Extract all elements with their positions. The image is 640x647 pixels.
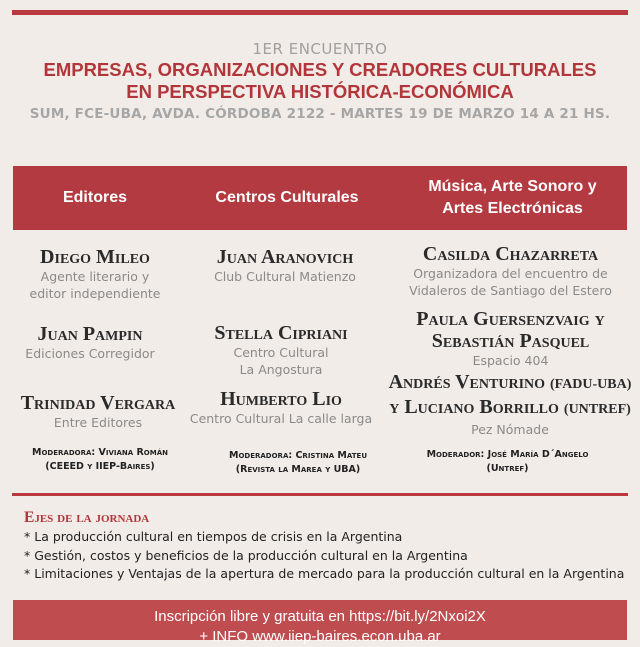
ejes-title: Ejes de la jornada [24, 509, 150, 526]
speaker-affiliation: Agente literario y [40, 269, 150, 284]
speaker-name: Trinidad Vergara [20, 392, 176, 414]
ejes-item: * Limitaciones y Ventajas de la apertura de mercado para la producción cultural en la Argentina [24, 566, 625, 581]
registration-link[interactable]: Inscripción libre y gratuita en https://bit.ly/2Nxoi2X [154, 608, 486, 625]
top-divider [12, 10, 628, 15]
speaker-stella-cipriani [184, 322, 378, 378]
speaker-affiliation: Organizadora del encuentro de [413, 266, 608, 281]
event-header [0, 40, 640, 122]
moderator-affiliation: (Revista la Marea y UBA) [235, 464, 361, 475]
event-venue-date: SUM, FCE-UBA, AVDA. CÓRDOBA 2122 - MARTES 19 DE MARZO 14 A 21 HS. [29, 106, 611, 122]
moderator-affiliation: (CEEED y IIEP-Baires) [45, 461, 155, 472]
registration-footer [13, 600, 627, 645]
speaker-name: y Luciano Borrillo [389, 396, 559, 418]
moderator-editores [10, 446, 190, 474]
moderator-name: Moderadora: Cristina Mateu [228, 450, 368, 461]
speaker-name: Humberto Lio [220, 388, 342, 410]
event-title-line1: EMPRESAS, ORGANIZACIONES Y CREADORES CULTURALES [43, 59, 597, 80]
speaker-name: Casilda Chazarreta [422, 243, 599, 265]
column-header-musica-line2: Artes Electrónicas [442, 200, 583, 217]
event-edition: 1ER ENCUENTRO [252, 40, 388, 58]
event-title-line2: EN PERSPECTIVA HISTÓRICA-ECONÓMICA [126, 81, 514, 102]
speaker-affiliation: Entre Editores [53, 415, 143, 430]
column-header-centros-label: Centros Culturales [215, 189, 359, 206]
speaker-juan-pampin [8, 323, 172, 362]
speaker-affiliation: Club Cultural Matienzo [214, 269, 356, 284]
speaker-humberto-lio [184, 388, 378, 427]
speaker-affiliation: editor independiente [29, 286, 161, 301]
column-header-centros [190, 166, 384, 230]
speaker-venturino-borrillo [380, 371, 640, 438]
speaker-trinidad-vergara [8, 392, 188, 431]
speaker-institution: (FADU-UBA) [550, 377, 632, 392]
column-header-musica [400, 166, 625, 230]
speaker-name: Juan Pampin [37, 323, 143, 345]
column-header-editores [13, 166, 177, 230]
speaker-affiliation: Centro Cultural [233, 345, 329, 360]
moderator-name: Moderador: José María D´Angelo [426, 449, 589, 460]
speaker-name: Paula Guersenzvaig y [416, 308, 605, 330]
speaker-institution: (UNTREF) [563, 402, 631, 417]
moderator-name: Moderadora: Viviana Román [32, 447, 168, 458]
ejes-item: * La producción cultural en tiempos de crisis en la Argentina [24, 529, 403, 544]
speaker-name: Andrés Venturino [388, 371, 546, 393]
speaker-affiliation: Pez Nómade [471, 422, 549, 437]
speaker-guersenzvaig-pasquel [398, 308, 623, 369]
speaker-affiliation: La Angostura [239, 362, 323, 377]
column-header-editores-label: Editores [62, 189, 127, 206]
speaker-affiliation: Espacio 404 [472, 353, 549, 368]
speaker-juan-aranovich [188, 246, 382, 285]
column-header-musica-line1: Música, Arte Sonoro y [428, 178, 597, 195]
speaker-name: Stella Cipriani [214, 322, 348, 344]
moderator-affiliation: (Untref) [486, 463, 529, 474]
section-divider [12, 493, 628, 496]
ejes-section [24, 508, 624, 584]
info-link[interactable]: + INFO www.iiep-baires.econ.uba.ar [199, 628, 441, 645]
moderator-centros [208, 449, 388, 477]
speaker-diego-mileo [13, 246, 177, 302]
speaker-name: Juan Aranovich [216, 246, 354, 268]
moderator-musica [405, 448, 610, 476]
speaker-affiliation: Vidaleros de Santiago del Estero [409, 283, 612, 298]
speaker-affiliation: Ediciones Corregidor [25, 346, 155, 361]
speaker-name: Sebastián Pasquel [431, 330, 590, 352]
speaker-casilda-chazarreta [398, 243, 623, 299]
speaker-name: Diego Mileo [40, 246, 150, 268]
speaker-affiliation: Centro Cultural La calle larga [189, 411, 373, 426]
ejes-item: * Gestión, costos y beneficios de la producción cultural en la Argentina [24, 547, 468, 563]
